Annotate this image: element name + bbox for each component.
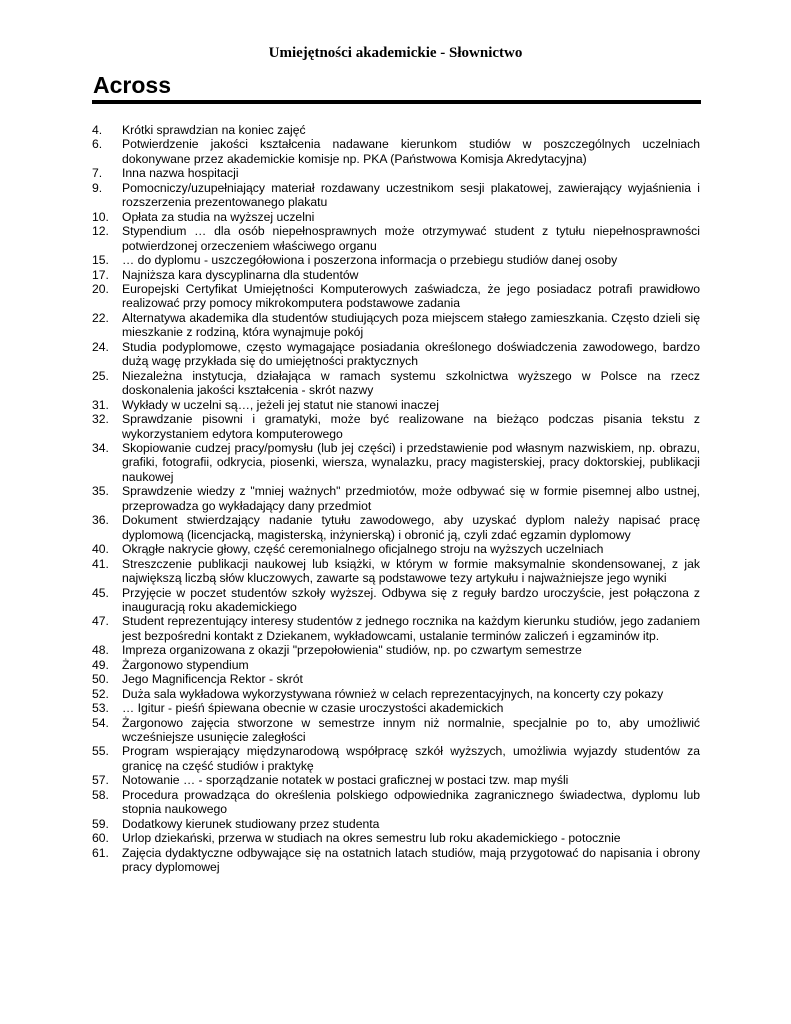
clue-item — [92, 340, 700, 369]
clue-number: 35. — [92, 484, 109, 499]
clue-item — [92, 268, 700, 282]
clue-text: Student reprezentujący interesy studentów z jednego rocznika na każdym kierunku studiów, jego zadaniem jest bezpośredni kontakt z Dziekanem, wykładowcami, ustalanie terminów zaliczeń i egzaminów itp. — [122, 614, 700, 643]
document-title: Umiejętności akademickie - Słownictwo — [268, 45, 523, 61]
clue-text: Procedura prowadząca do określenia polskiego odpowiednika zagranicznego świadectwa, dyplomu lub stopnia naukowego — [122, 787, 700, 817]
clue-item — [92, 701, 700, 715]
clue-item — [92, 282, 700, 311]
clue-text: Streszczenie publikacji naukowej lub książki, w którym w formie maksymalnie skondensowanej, z jak największą liczbą słów kluczowych, zawarte są podstawowe tezy artykułu i najważniejsze jego wyniki — [122, 556, 700, 586]
clue-item — [92, 817, 700, 831]
clue-item — [92, 412, 700, 441]
clue-item — [92, 614, 700, 643]
clue-number: 61. — [92, 845, 109, 860]
clue-number: 32. — [92, 412, 109, 427]
clue-number: 20. — [92, 281, 109, 296]
section-heading-across: Across — [93, 72, 171, 98]
clue-text: Stypendium … dla osób niepełnosprawnych może otrzymywać student z tytułu niepełnosprawności potwierdzonej orzeczeniem właściwego organu — [122, 224, 700, 253]
clue-item — [92, 716, 700, 745]
clue-number: 58. — [92, 787, 109, 802]
clue-number: 57. — [92, 773, 109, 788]
clue-item — [92, 210, 700, 224]
clue-item — [92, 658, 700, 672]
clue-item — [92, 398, 700, 412]
clue-text: Potwierdzenie jakości kształcenia nadawane kierunkom studiów w poszczególnych uczelniach dokonywane przez akademickie komisje np. PKA (Państwowa Komisja Akredytacyjna) — [122, 137, 700, 166]
clue-text: Urlop dziekański, przerwa w studiach na okres semestru lub roku akademickiego - potocznie — [122, 831, 621, 846]
clue-text: Skopiowanie cudzej pracy/pomysłu (lub jej części) i przedstawienie pod własnym nazwiskiem, np. obrazu, grafiki, fotografii, odkrycia, piosenki, wiersza, wynalazku, pracy magisterskiej, pracy doktorskiej, publikacji naukowej — [122, 440, 700, 484]
clue-number: 4. — [92, 123, 103, 137]
clue-list — [92, 123, 700, 875]
clue-item — [92, 224, 700, 253]
clue-item — [92, 687, 700, 701]
clue-number: 47. — [92, 614, 109, 629]
clue-text: Jego Magnificencja Rektor - skrót — [122, 672, 303, 687]
clue-text: Inna nazwa hospitacji — [122, 166, 239, 181]
clue-number: 41. — [92, 556, 109, 571]
clue-number: 48. — [92, 643, 109, 658]
clue-text: Dodatkowy kierunek studiowany przez studenta — [122, 816, 380, 831]
clue-number: 9. — [92, 180, 103, 195]
clue-text: … Igitur - pieśń śpiewana obecnie w czasie uroczystości akademickich — [122, 701, 504, 716]
clue-text: Przyjęcie w poczet studentów szkoły wyższej. Odbywa się z reguły bardzo uroczyście, jest połączona z inauguracją roku akademickiego — [122, 585, 700, 614]
clue-item — [92, 166, 700, 180]
clue-item — [92, 484, 700, 513]
clue-item — [92, 137, 700, 166]
clue-item — [92, 744, 700, 773]
clue-text: Krótki sprawdzian na koniec zajęć — [122, 123, 306, 137]
clue-item — [92, 643, 700, 657]
clue-item — [92, 672, 700, 686]
clue-number: 52. — [92, 686, 109, 701]
clue-text: Wykłady w uczelni są…, jeżeli jej statut nie stanowi inaczej — [122, 397, 439, 412]
clue-number: 12. — [92, 224, 109, 239]
clue-text: Sprawdzenie wiedzy z "mniej ważnych" przedmiotów, może odbywać się w formie pisemnej albo ustnej, przeprowadza go wykładający dany przedmiot — [122, 484, 700, 513]
clue-text: Program wspierający międzynarodową współpracę szkół wyższych, umożliwia wyjazdy studentów za granicę na część studiów i praktykę — [122, 744, 700, 773]
clue-text: Alternatywa akademika dla studentów studiujących poza miejscem stałego zamieszkania. Często dzieli się mieszkanie z rodziną, która wynajmuje pokój — [122, 310, 700, 340]
clue-number: 10. — [92, 209, 109, 224]
clue-item — [92, 369, 700, 398]
clue-number: 59. — [92, 816, 109, 831]
clue-text: Notowanie … - sporządzanie notatek w postaci graficznej w postaci tzw. map myśli — [122, 773, 569, 788]
clue-item — [92, 181, 700, 210]
clue-number: 50. — [92, 672, 109, 687]
clue-number: 17. — [92, 267, 109, 282]
clue-text: Studia podyplomowe, często wymagające posiadania określonego doświadczenia zawodowego, bardzo dużą wagę przykłada się do umiejętności praktycznych — [122, 339, 700, 369]
clue-number: 60. — [92, 831, 109, 846]
clue-number: 45. — [92, 585, 109, 600]
clue-number: 34. — [92, 440, 109, 455]
clue-item — [92, 831, 700, 845]
clue-item — [92, 441, 700, 484]
clue-number: 40. — [92, 542, 109, 557]
clue-text: … do dyplomu - uszczegółowiona i poszerzona informacja o przebiegu studiów danej osoby — [122, 253, 618, 268]
clue-item — [92, 513, 700, 542]
clue-number: 54. — [92, 715, 109, 730]
clue-number: 36. — [92, 513, 109, 528]
clue-text: Sprawdzanie pisowni i gramatyki, może być realizowane na bieżąco podczas pisania tekstu z wykorzystaniem edytora komputerowego — [122, 412, 700, 441]
clue-number: 55. — [92, 744, 109, 759]
clue-item — [92, 123, 700, 137]
clue-item — [92, 253, 700, 267]
clue-text: Okrągłe nakrycie głowy, część ceremonialnego oficjalnego stroju na wyższych uczelniach — [122, 542, 604, 557]
clue-number: 15. — [92, 253, 109, 268]
clue-number: 31. — [92, 397, 109, 412]
clue-text: Niezależna instytucja, działająca w ramach systemu szkolnictwa wyższego w Polsce na rzecz doskonalenia jakości kształcenia - skrót nazwy — [122, 368, 700, 398]
clue-text: Duża sala wykładowa wykorzystywana również w celach reprezentacyjnych, na koncerty czy pokazy — [122, 686, 664, 701]
clue-text: Opłata za studia na wyższej uczelni — [122, 209, 315, 224]
heading-divider — [92, 100, 701, 104]
clue-item — [92, 311, 700, 340]
clue-number: 6. — [92, 137, 103, 152]
clue-item — [92, 773, 700, 787]
clue-number: 7. — [92, 166, 103, 181]
clue-number: 53. — [92, 701, 109, 716]
clue-text: Europejski Certyfikat Umiejętności Komputerowych zaświadcza, że jego posiadacz potrafi prawidłowo realizować przy pomocy mikrokomputera podstawowe zadania — [122, 281, 700, 311]
clue-item — [92, 846, 700, 875]
clue-item — [92, 586, 700, 615]
clue-number: 49. — [92, 657, 109, 672]
clue-text: Impreza organizowana z okazji "przepołowienia" studiów, np. po czwartym semestrze — [122, 643, 582, 658]
clue-number: 22. — [92, 310, 109, 325]
clue-text: Żargonowo zajęcia stworzone w semestrze innym niż normalnie, specjalnie po to, aby umożliwić wcześniejsze usunięcie zaległości — [122, 715, 700, 745]
clue-number: 24. — [92, 339, 109, 354]
clue-text: Zajęcia dydaktyczne odbywające się na ostatnich latach studiów, mają przygotować do napisania i obrony pracy dyplomowej — [122, 845, 700, 875]
clue-number: 25. — [92, 368, 109, 383]
clue-text: Pomocniczy/uzupełniający materiał rozdawany uczestnikom sesji plakatowej, zawierający wyjaśnienia i rozszerzenia prezentowanego plakatu — [122, 180, 700, 210]
clue-item — [92, 788, 700, 817]
clue-item — [92, 542, 700, 556]
clue-text: Najniższa kara dyscyplinarna dla studentów — [122, 267, 359, 282]
clue-text: Żargonowo stypendium — [122, 657, 249, 672]
clue-item — [92, 557, 700, 586]
clue-text: Dokument stwierdzający nadanie tytułu zawodowego, aby uzyskać dyplom należy napisać pracę dyplomową (licencjacką, magisterską, inżynierską) i obronić ją, czyli zdać egzamin dyplomowy — [122, 513, 700, 542]
